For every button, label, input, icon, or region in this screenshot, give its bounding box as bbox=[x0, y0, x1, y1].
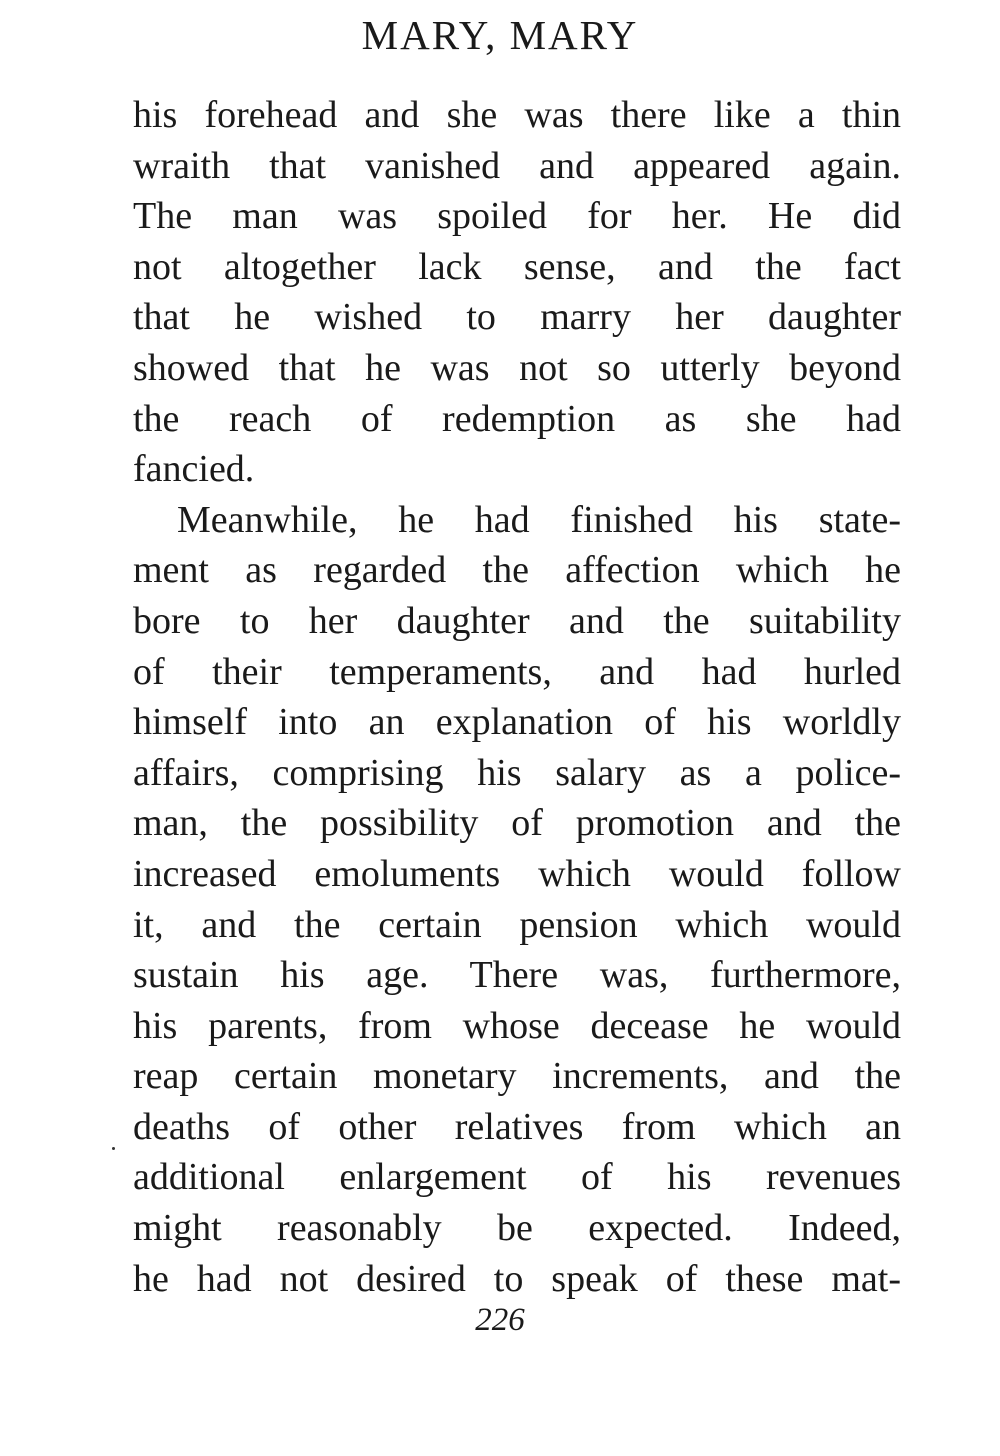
text-line: himself into an explanation of his worldly bbox=[133, 701, 901, 744]
text-line: deaths of other relatives from which an bbox=[133, 1105, 901, 1148]
text-line: ment as regarded the affection which he bbox=[133, 549, 901, 592]
text-line: not altogether lack sense, and the fact bbox=[133, 245, 901, 288]
text-line: sustain his age. There was, furthermore, bbox=[133, 954, 901, 997]
text-line: The man was spoiled for her. He did bbox=[133, 195, 901, 238]
body-text bbox=[133, 90, 901, 1304]
text-line: bore to her daughter and the suitability bbox=[133, 599, 901, 642]
text-line: Meanwhile, he had finished his state- bbox=[177, 498, 901, 541]
text-line: it, and the certain pension which would bbox=[133, 903, 901, 946]
text-line: he had not desired to speak of these mat- bbox=[133, 1257, 901, 1300]
text-line: increased emoluments which would follow bbox=[133, 852, 901, 895]
text-line: fancied. bbox=[133, 448, 255, 491]
text-line: of their temperaments, and had hurled bbox=[133, 650, 901, 693]
scan-speck bbox=[112, 1147, 115, 1150]
text-line: additional enlargement of his revenues bbox=[133, 1156, 901, 1199]
running-head-title: MARY, MARY bbox=[361, 12, 639, 58]
text-line: his forehead and she was there like a thin bbox=[133, 94, 901, 136]
text-line: might reasonably be expected. Indeed, bbox=[133, 1207, 901, 1250]
text-line: man, the possibility of promotion and the bbox=[133, 802, 901, 845]
text-line: reap certain monetary increments, and the bbox=[133, 1055, 901, 1098]
text-line: his parents, from whose decease he would bbox=[133, 1004, 901, 1047]
text-line: wraith that vanished and appeared again. bbox=[133, 144, 901, 187]
text-line: affairs, comprising his salary as a police- bbox=[133, 751, 901, 794]
text-line: the reach of redemption as she had bbox=[133, 397, 901, 440]
page-number: 226 bbox=[475, 1302, 525, 1338]
text-line: that he wished to marry her daughter bbox=[133, 296, 901, 339]
text-line: showed that he was not so utterly beyond bbox=[133, 346, 901, 389]
